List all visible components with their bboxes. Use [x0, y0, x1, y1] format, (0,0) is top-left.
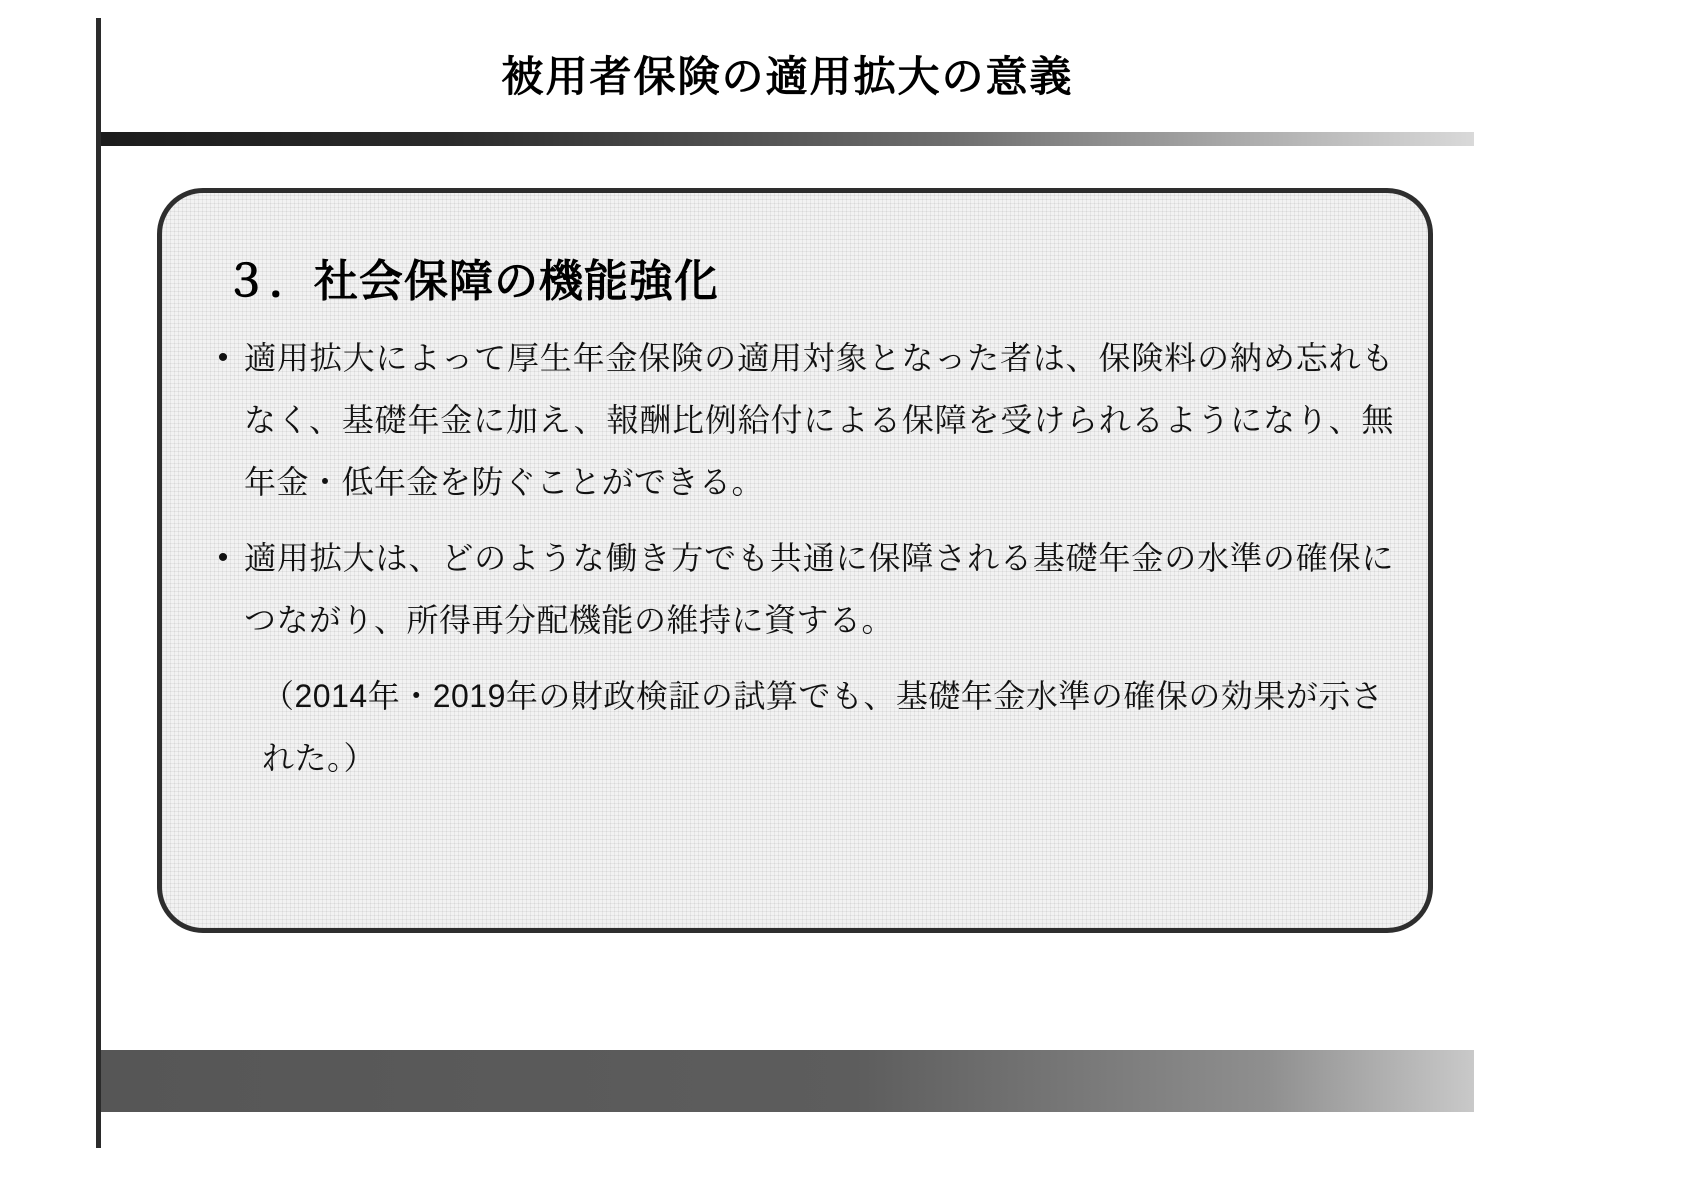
list-item-text: 適用拡大によって厚生年金保険の適用対象となった者は、保険料の納め忘れもなく、基礎年金に加え、報酬比例給付による保障を受けられるようになり、無年金・低年金を防ぐことができる。 — [244, 340, 1394, 500]
title-underline-bar — [101, 132, 1474, 146]
list-item — [202, 327, 1394, 513]
bullet-point-icon: • — [217, 341, 229, 374]
list-item — [202, 527, 1394, 651]
footer-bar — [101, 1050, 1474, 1112]
section-heading: ３．社会保障の機能強化 — [224, 257, 719, 306]
content-box — [157, 188, 1433, 933]
bullet-list — [202, 327, 1394, 651]
page-title: 被用者保険の適用拡大の意義 — [501, 53, 1074, 100]
list-item-text: 適用拡大は、どのような働き方でも共通に保障される基礎年金の水準の確保につながり、所得再分配機能の維持に資する。 — [244, 540, 1394, 638]
sub-paragraph-text: （2014年・2019年の財政検証の試算でも、基礎年金水準の確保の効果が示された。） — [262, 678, 1384, 776]
slide — [96, 18, 1474, 1148]
slide-title-area — [101, 18, 1474, 130]
bullet-point-icon: • — [217, 541, 229, 574]
